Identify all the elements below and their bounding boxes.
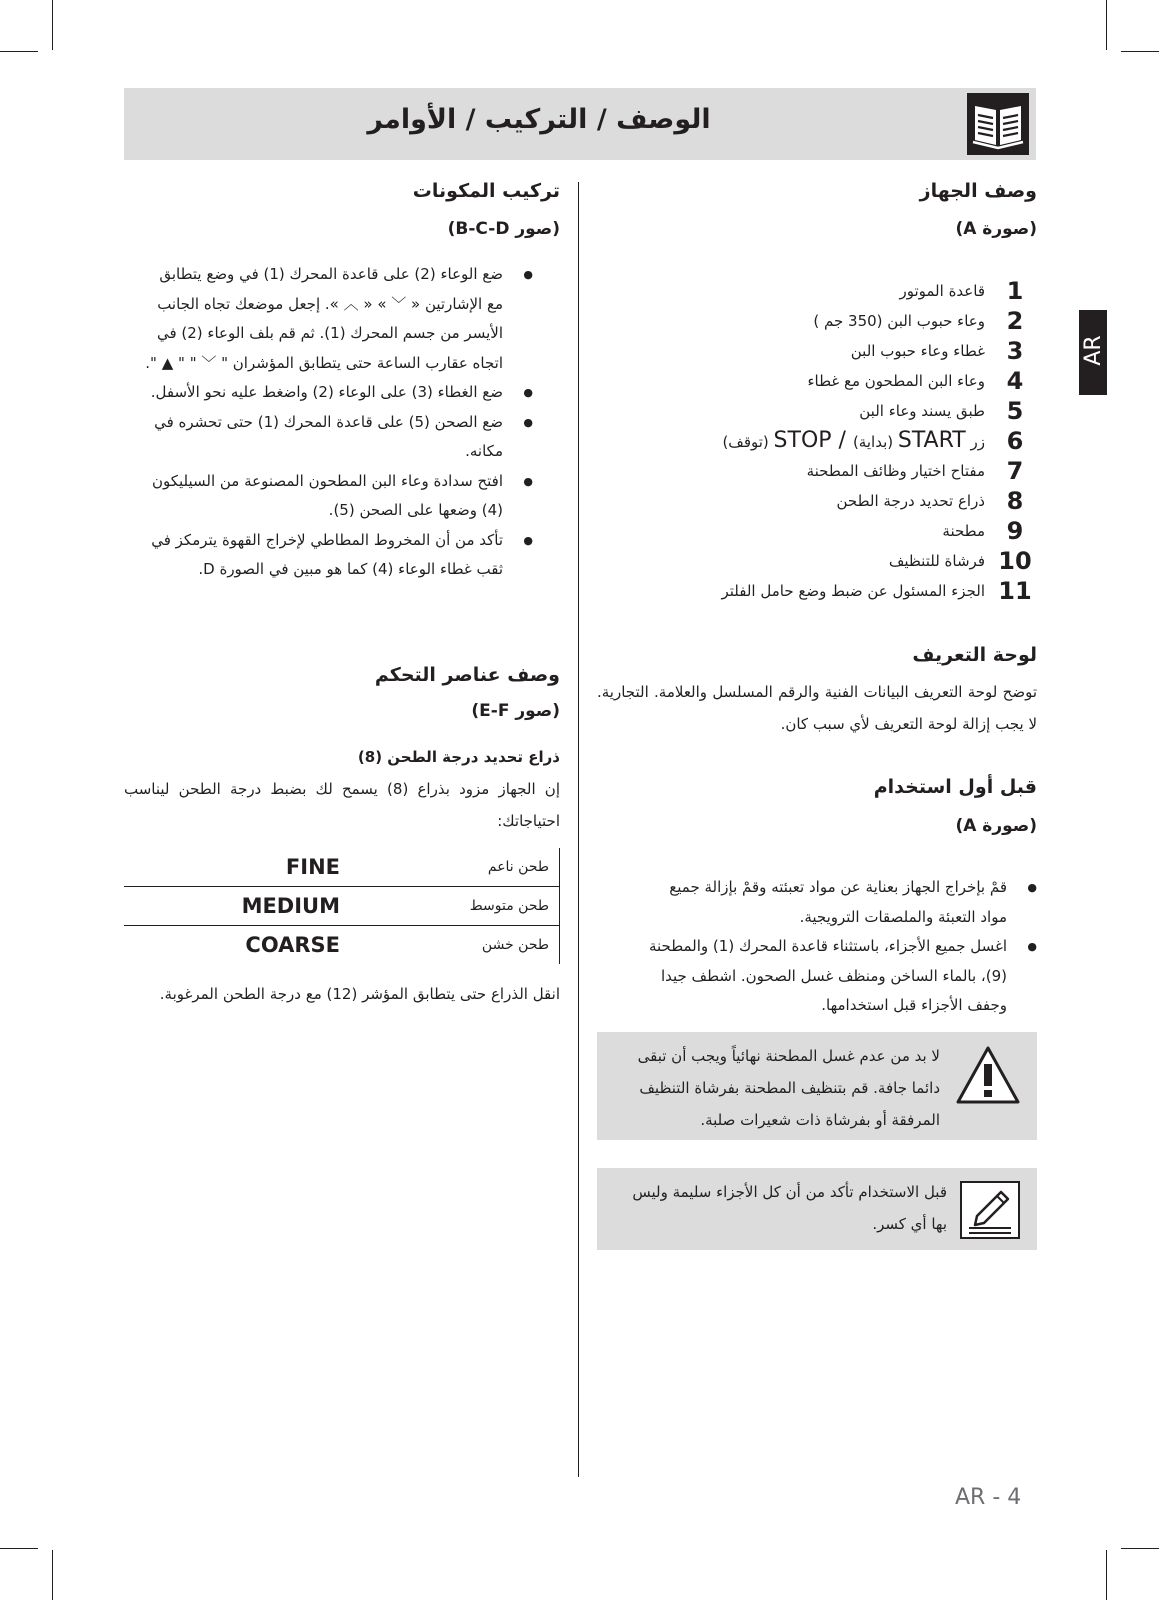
crop-mark <box>1121 1548 1159 1549</box>
list-item: 8 ذراع تحديد درجة الطحن <box>836 487 1024 515</box>
list-item: ● قمْ بإخراج الجهاز بعناية عن مواد تعبئته وقمْ بإزالة جميع مواد التعبئة والملصقات الترويجية. <box>640 873 1007 932</box>
plate-text: توضح لوحة التعريف البيانات الفنية والرقم المسلسل والعلامة. التجارية. لا يجب إزالة لوحة التعريف لأي سبب كان. <box>597 683 1037 733</box>
crop-mark <box>52 0 53 50</box>
warning-box <box>597 1032 1037 1140</box>
list-item: 10 فرشاة للتنظيف <box>888 547 1032 575</box>
list-item: 5 طبق يسند وعاء البن <box>859 397 1024 425</box>
list-item: 4 وعاء البن المطحون مع غطاء <box>807 367 1024 395</box>
crop-mark <box>1106 1550 1107 1600</box>
list-item: 2 وعاء حبوب البن (350 جم ) <box>813 307 1024 335</box>
crop-mark <box>1106 0 1107 50</box>
crop-mark <box>0 1548 38 1549</box>
language-tab <box>1079 310 1107 395</box>
list-item: ● ضع الغطاء (3) على الوعاء (2) واضغط عليه نحو الأسفل. <box>145 378 503 408</box>
parts-list <box>690 276 1037 606</box>
list-item: 6 زر START (بداية) / STOP (توقف) <box>722 427 1024 455</box>
assembly-list <box>145 260 533 585</box>
crop-mark <box>52 1550 53 1600</box>
list-item: ● ضع الصحن (5) على قاعدة المحرك (1) حتى تحشره في مكانه. <box>145 408 503 467</box>
list-item: ● افتح سدادة وعاء البن المطحون المصنوعة من السيليكون (4) وضعها على الصحن (5). <box>145 467 503 526</box>
crop-mark <box>0 51 38 52</box>
first-use-figure-ref: (صورة A) <box>955 816 1037 836</box>
first-use-list <box>640 873 1037 1021</box>
list-item: 1 قاعدة الموتور <box>899 277 1024 305</box>
list-item: 3 غطاء وعاء حبوب البن <box>850 337 1024 365</box>
list-item: ● اغسل جميع الأجزاء، باستثناء قاعدة المحرك (1) والمطحنة (9)، بالماء الساخن ومنظف غسل الصحون. اشطف جيدا وجفف الأجزاء قبل استخدامها. <box>640 932 1007 1021</box>
info-box <box>597 1168 1037 1250</box>
plate-heading: لوحة التعريف <box>912 644 1037 666</box>
info-text: قبل الاستخدام تأكد من أن كل الأجزاء سليمة وليس بها أي كسر. <box>632 1183 947 1233</box>
table-row: COARSE طحن خشن <box>124 926 560 964</box>
page-title: الوصف / التركيب / الأوامر <box>367 104 711 135</box>
language-tab-label: AR <box>1081 335 1106 366</box>
assembly-heading: تركيب المكونات <box>412 180 560 202</box>
lever-text: إن الجهاز مزود بذراع (8) يسمح لك بضبط درجة الطحن ليناسب احتياجاتك: <box>124 780 560 830</box>
controls-figure-ref: (صور E-F) <box>471 701 560 721</box>
assembly-figure-ref: (صور B-C-D) <box>447 219 560 239</box>
list-item: 7 مفتاح اختيار وظائف المطحنة <box>806 457 1024 485</box>
lever-footer: انقل الذراع حتى يتطابق المؤشر (12) مع درجة الطحن المرغوبة. <box>159 985 560 1003</box>
controls-heading: وصف عناصر التحكم <box>374 664 560 686</box>
device-figure-ref: (صورة A) <box>955 219 1037 239</box>
table-row: MEDIUM طحن متوسط <box>124 887 560 926</box>
warning-text: لا بد من عدم غسل المطحنة نهائياً ويجب أن تبقى دائما جافة. قم بتنظيف المطحنة بفرشاة التنظيف المرفقة أو بفرشاة ذات شعيرات صلبة. <box>637 1047 940 1129</box>
table-row: FINE طحن ناعم <box>124 848 560 887</box>
warning-icon <box>953 1042 1023 1116</box>
first-use-heading: قبل أول استخدام <box>873 776 1037 798</box>
header-band <box>124 88 1036 160</box>
list-item: ● ضع الوعاء (2) على قاعدة المحرك (1) في وضع يتطابق مع الإشارتين « ﹀ » « ︿ ». إجعل موضعك تجاه الجانب الأيسر من جسم المحرك (1). ثم قم بلف الوعاء (2) في اتجاه عقارب الساعة حتى يتطابق المؤشران " ﹀ " " ▲ ". <box>145 260 503 378</box>
list-item: ● تأكد من أن المخروط المطاطي لإخراج القهوة يترمكز في ثقب غطاء الوعاء (4) كما هو مبين في الصورة D. <box>145 526 503 585</box>
grind-table <box>124 848 560 964</box>
list-item: 11 الجزء المسئول عن ضبط وضع حامل الفلتر <box>721 577 1032 605</box>
device-heading: وصف الجهاز <box>919 180 1037 202</box>
list-item: 9 مطحنة <box>942 517 1024 545</box>
pencil-note-icon <box>959 1180 1021 1244</box>
lever-heading: ذراع تحديد درجة الطحن (8) <box>357 748 560 766</box>
page-number: AR - 4 <box>955 1485 1022 1510</box>
crop-mark <box>1121 51 1159 52</box>
column-divider <box>578 182 579 1477</box>
book-icon <box>967 93 1029 155</box>
